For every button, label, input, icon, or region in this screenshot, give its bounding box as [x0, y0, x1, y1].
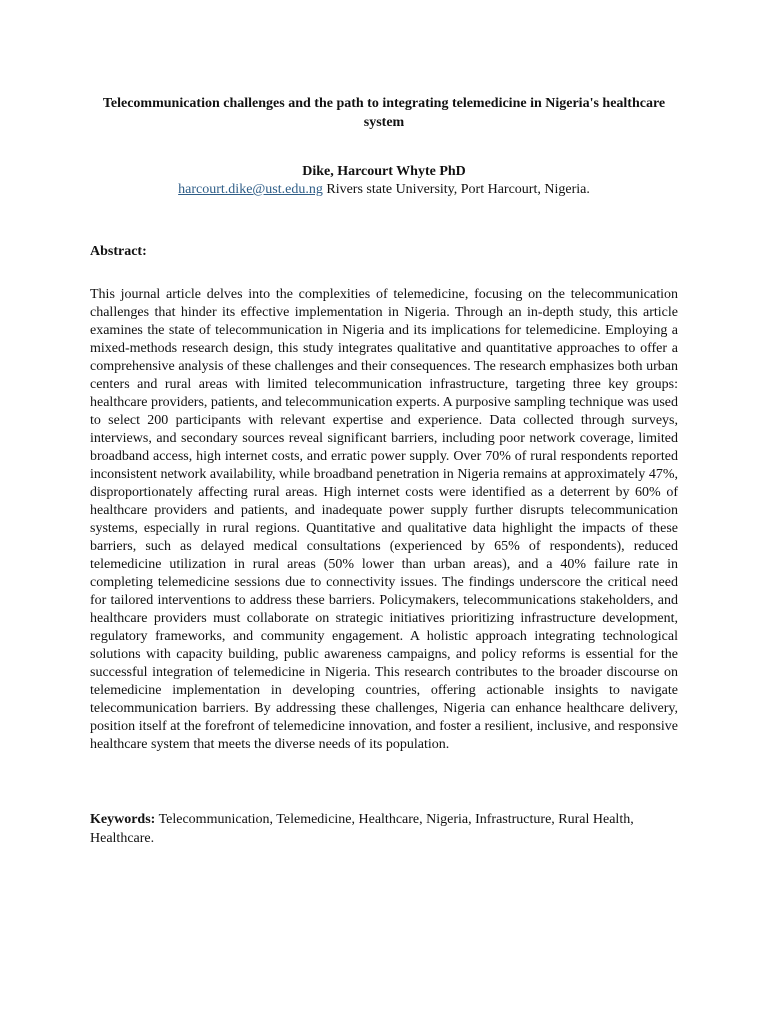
author-name: Dike, Harcourt Whyte PhD	[302, 164, 466, 179]
abstract-heading: Abstract:	[90, 244, 147, 259]
keywords-line	[90, 810, 678, 848]
email-link[interactable]: harcourt.dike@ust.edu.ng	[178, 182, 323, 197]
paper-title: Telecommunication challenges and the path to integrating telemedicine in Nigeria's healthcare system	[102, 96, 666, 130]
institution-text: Rivers state University, Port Harcourt, Nigeria.	[322, 182, 590, 197]
keywords-label: Keywords:	[90, 812, 156, 827]
author-affiliation	[90, 180, 678, 199]
keywords-text: Telecommunication, Telemedicine, Healthcare, Nigeria, Infrastructure, Rural Health, Healthcare.	[90, 812, 634, 846]
abstract-paragraph: This journal article delves into the complexities of telemedicine, focusing on the telecommunication challenges that hinder its effective implementation in Nigeria. Through an in-depth study, this article examines the state of telecommunication in Nigeria and its implications for telemedicine. Employing a mixed-methods research design, this study integrates qualitative and quantitative approaches to offer a comprehensive analysis of these challenges and their consequences. The research emphasizes both urban centers and rural areas with limited telecommunication infrastructure, targeting three key groups: healthcare providers, patients, and telecommunication experts. A purposive sampling technique was used to select 200 participants with relevant expertise and experience. Data collected through surveys, interviews, and secondary sources reveal significant barriers, including poor network coverage, limited broadband access, high internet costs, and erratic power supply. Over 70% of rural respondents reported inconsistent network availability, while broadband penetration in Nigeria remains at approximately 47%, disproportionately affecting rural areas. High internet costs were identified as a deterrent by 60% of healthcare providers and patients, and inadequate power supply further disrupts telecommunication systems, especially in rural regions. Quantitative and qualitative data highlight the impacts of these barriers, such as delayed medical consultations (experienced by 65% of respondents), reduced telemedicine utilization in rural areas (50% lower than urban areas), and a 40% failure rate in completing telemedicine sessions due to connectivity issues. The findings underscore the critical need for tailored interventions to address these barriers. Policymakers, telecommunications stakeholders, and healthcare providers must collaborate on strategic initiatives prioritizing infrastructure development, regulatory frameworks, and community engagement. A holistic approach integrating technological solutions with capacity building, public awareness campaigns, and policy reforms is essential for the successful integration of telemedicine in Nigeria. This research contributes to the broader discourse on telemedicine implementation in developing countries, offering actionable insights to navigate telecommunication barriers. By addressing these challenges, Nigeria can enhance healthcare delivery, position itself at the forefront of telemedicine innovation, and foster a resilient, inclusive, and responsive healthcare system that meets the diverse needs of its population.	[90, 287, 678, 752]
